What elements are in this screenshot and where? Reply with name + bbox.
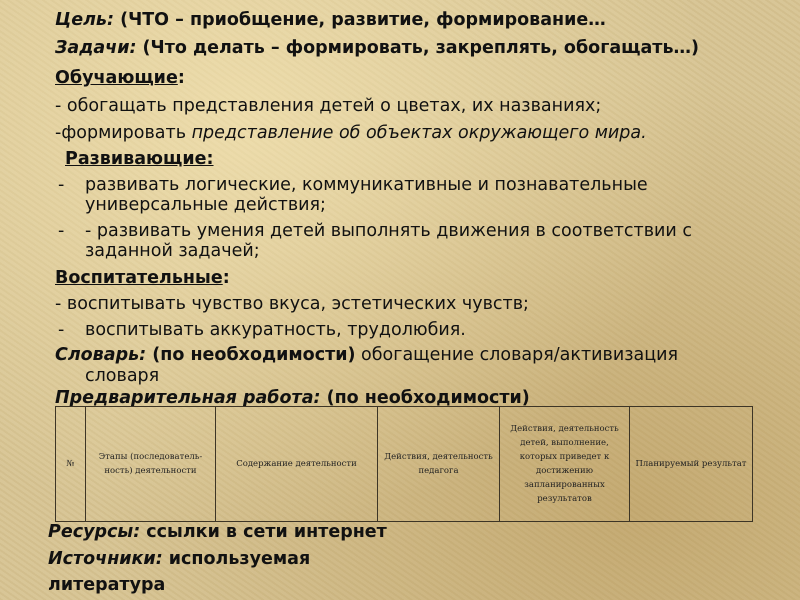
goal-label: Цель:	[55, 10, 114, 30]
vocabulary-line-2: словаря	[85, 366, 160, 386]
developing-item-1-line-2: универсальные действия;	[85, 195, 326, 215]
developing-item-2-line-2: заданной задачей;	[85, 241, 260, 261]
bullet-dash: -	[58, 175, 65, 195]
teaching-item-1: - обогащать представления детей о цветах, их названиях;	[55, 96, 602, 116]
table-header-planned-result: Планируемый результат	[630, 407, 753, 522]
teaching-heading: Обучающие:	[55, 68, 185, 88]
developing-item-2-line-1: - развивать умения детей выполнять движения в соответствии с	[85, 221, 692, 241]
table-header-stages: Этапы (последователь-ность) деятельности	[86, 407, 216, 522]
educational-heading: Воспитательные:	[55, 268, 230, 288]
tasks-text: (Что делать – формировать, закреплять, обогащать…)	[136, 38, 700, 58]
sources-line-2: литература	[48, 575, 166, 595]
table-header-row	[56, 407, 753, 522]
lesson-plan-table	[55, 406, 753, 522]
resources-line: Ресурсы: ссылки в сети интернет	[48, 522, 387, 542]
educational-item-2: воспитывать аккуратность, трудолюбия.	[85, 320, 466, 340]
bullet-dash: -	[58, 320, 65, 340]
tasks-label: Задачи:	[55, 38, 137, 58]
educational-item-1: - воспитывать чувство вкуса, эстетических чувств;	[55, 294, 529, 314]
tasks-line	[55, 38, 780, 59]
goal-text: (ЧТО – приобщение, развитие, формирование…	[114, 10, 606, 30]
bullet-dash: -	[58, 221, 65, 241]
developing-heading: Развивающие:	[65, 149, 214, 169]
table-header-number: №	[56, 407, 86, 522]
vocabulary-line-1: Словарь: (по необходимости) обогащение словаря/активизация	[55, 345, 679, 365]
table-header-content: Содержание деятельности	[216, 407, 378, 522]
prework-line: Предварительная работа: (по необходимости)	[55, 388, 530, 408]
developing-item-1-line-1: развивать логические, коммуникативные и познавательные	[85, 175, 648, 195]
sources-line-1: Источники: используемая	[48, 549, 311, 569]
table-header-children-actions: Действия, деятельность детей, выполнение, которых приведет к достижению запланированных результатов	[500, 407, 630, 522]
table-header-teacher-actions: Действия, деятельность педагога	[378, 407, 500, 522]
teaching-item-2: -формировать представление об объектах окружающего мира.	[55, 123, 647, 143]
goal-line	[55, 10, 780, 31]
